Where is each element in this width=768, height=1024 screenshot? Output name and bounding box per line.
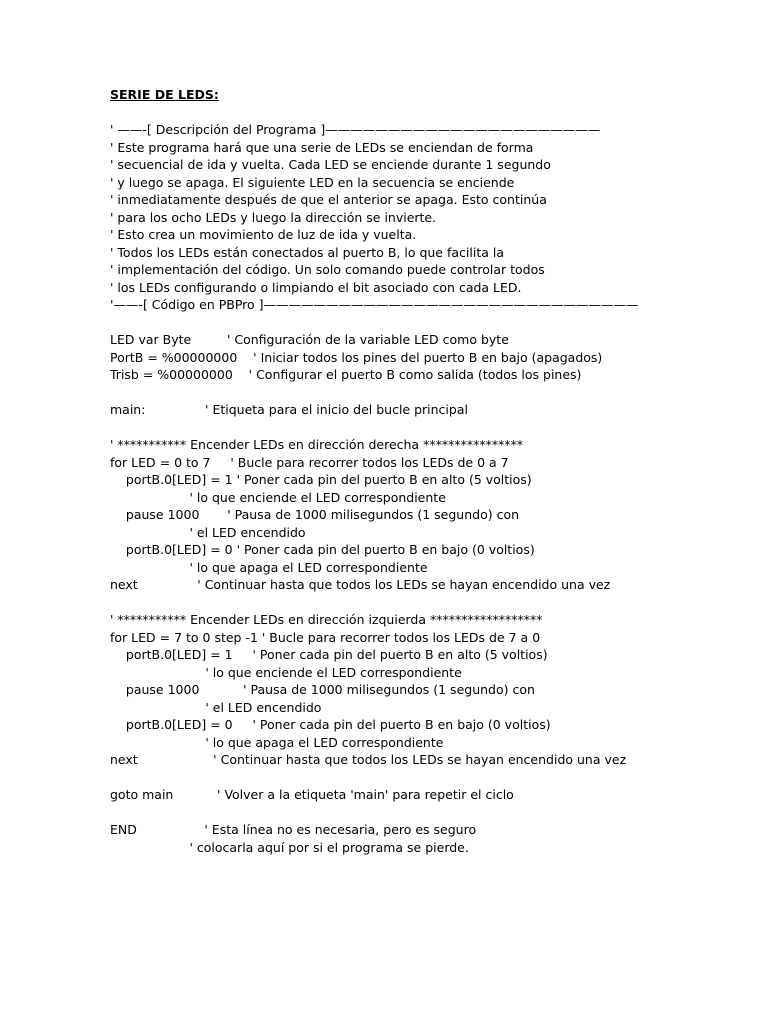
code-line: portB.0[LED] = 0 ' Poner cada pin del puerto B en bajo (0 voltios) [110, 542, 535, 557]
code-line: for LED = 0 to 7 ' Bucle para recorrer todos los LEDs de 0 a 7 [110, 454, 509, 470]
end-block [110, 821, 750, 856]
header-line: '——-[ Código en PBPro ]—————————————————————————————— [110, 297, 639, 312]
code-line: END ' Esta línea no es necesaria, pero es seguro [110, 822, 477, 837]
code-line: goto main ' Volver a la etiqueta 'main' para repetir el ciclo [110, 787, 514, 802]
document-page [110, 86, 750, 856]
header-line: ' inmediatamente después de que el anterior se apaga. Esto continúa [110, 192, 547, 207]
blank-line [110, 594, 750, 612]
document-title: SERIE DE LEDS: [110, 87, 219, 102]
code-line: ' *********** Encender LEDs en dirección izquierda ****************** [110, 612, 543, 627]
header-block [110, 121, 750, 314]
code-line: ' lo que enciende el LED correspondiente [110, 664, 462, 680]
code-line: ' *********** Encender LEDs en dirección derecha **************** [110, 437, 524, 452]
code-line: ' lo que enciende el LED correspondiente [110, 489, 446, 505]
header-line: ' y luego se apaga. El siguiente LED en la secuencia se enciende [110, 174, 515, 190]
code-line: ' lo que apaga el LED correspondiente [110, 734, 444, 750]
blank-line [110, 419, 750, 437]
left-direction-block [110, 611, 750, 769]
main-block [110, 401, 750, 419]
header-line: ' implementación del código. Un solo comando puede controlar todos [110, 262, 545, 277]
code-line: LED var Byte ' Configuración de la variable LED como byte [110, 332, 509, 347]
code-line: PortB = %00000000 ' Iniciar todos los pines del puerto B en bajo (apagados) [110, 349, 603, 365]
blank-line [110, 384, 750, 402]
code-line: next ' Continuar hasta que todos los LEDs se hayan encendido una vez [110, 752, 627, 767]
code-line: for LED = 7 to 0 step -1 ' Bucle para recorrer todos los LEDs de 7 a 0 [110, 629, 541, 645]
goto-block [110, 786, 750, 804]
header-line: ' para los ocho LEDs y luego la dirección se invierte. [110, 209, 437, 225]
code-line: next ' Continuar hasta que todos los LEDs se hayan encendido una vez [110, 577, 611, 592]
code-line: ' el LED encendido [110, 699, 322, 715]
header-line: ' Esto crea un movimiento de luz de ida y vuelta. [110, 227, 417, 242]
header-line: ' secuencial de ida y vuelta. Cada LED se enciende durante 1 segundo [110, 157, 551, 172]
code-line: ' el LED encendido [110, 524, 306, 540]
code-line: ' colocarla aquí por si el programa se pierde. [110, 839, 469, 855]
header-line: ' los LEDs configurando o limpiando el bit asociado con cada LED. [110, 279, 522, 295]
blank-line [110, 804, 750, 822]
header-line: ' Este programa hará que una serie de LEDs se enciendan de forma [110, 139, 534, 155]
blank-line [110, 769, 750, 787]
code-line: ' lo que apaga el LED correspondiente [110, 559, 428, 575]
code-line: main: ' Etiqueta para el inicio del bucle principal [110, 402, 468, 417]
code-line: Trisb = %00000000 ' Configurar el puerto B como salida (todos los pines) [110, 367, 582, 382]
header-line: ' ——-[ Descripción del Programa ]—————————————————————— [110, 122, 601, 137]
blank-line [110, 314, 750, 332]
code-line: portB.0[LED] = 0 ' Poner cada pin del puerto B en bajo (0 voltios) [110, 717, 551, 732]
blank-line [110, 104, 750, 122]
code-line: pause 1000 ' Pausa de 1000 milisegundos (1 segundo) con [110, 682, 535, 697]
right-direction-block [110, 436, 750, 594]
code-line: portB.0[LED] = 1 ' Poner cada pin del puerto B en alto (5 voltios) [110, 472, 532, 487]
config-block [110, 331, 750, 384]
header-line: ' Todos los LEDs están conectados al puerto B, lo que facilita la [110, 244, 504, 260]
code-line: portB.0[LED] = 1 ' Poner cada pin del puerto B en alto (5 voltios) [110, 647, 548, 662]
code-line: pause 1000 ' Pausa de 1000 milisegundos (1 segundo) con [110, 507, 520, 522]
